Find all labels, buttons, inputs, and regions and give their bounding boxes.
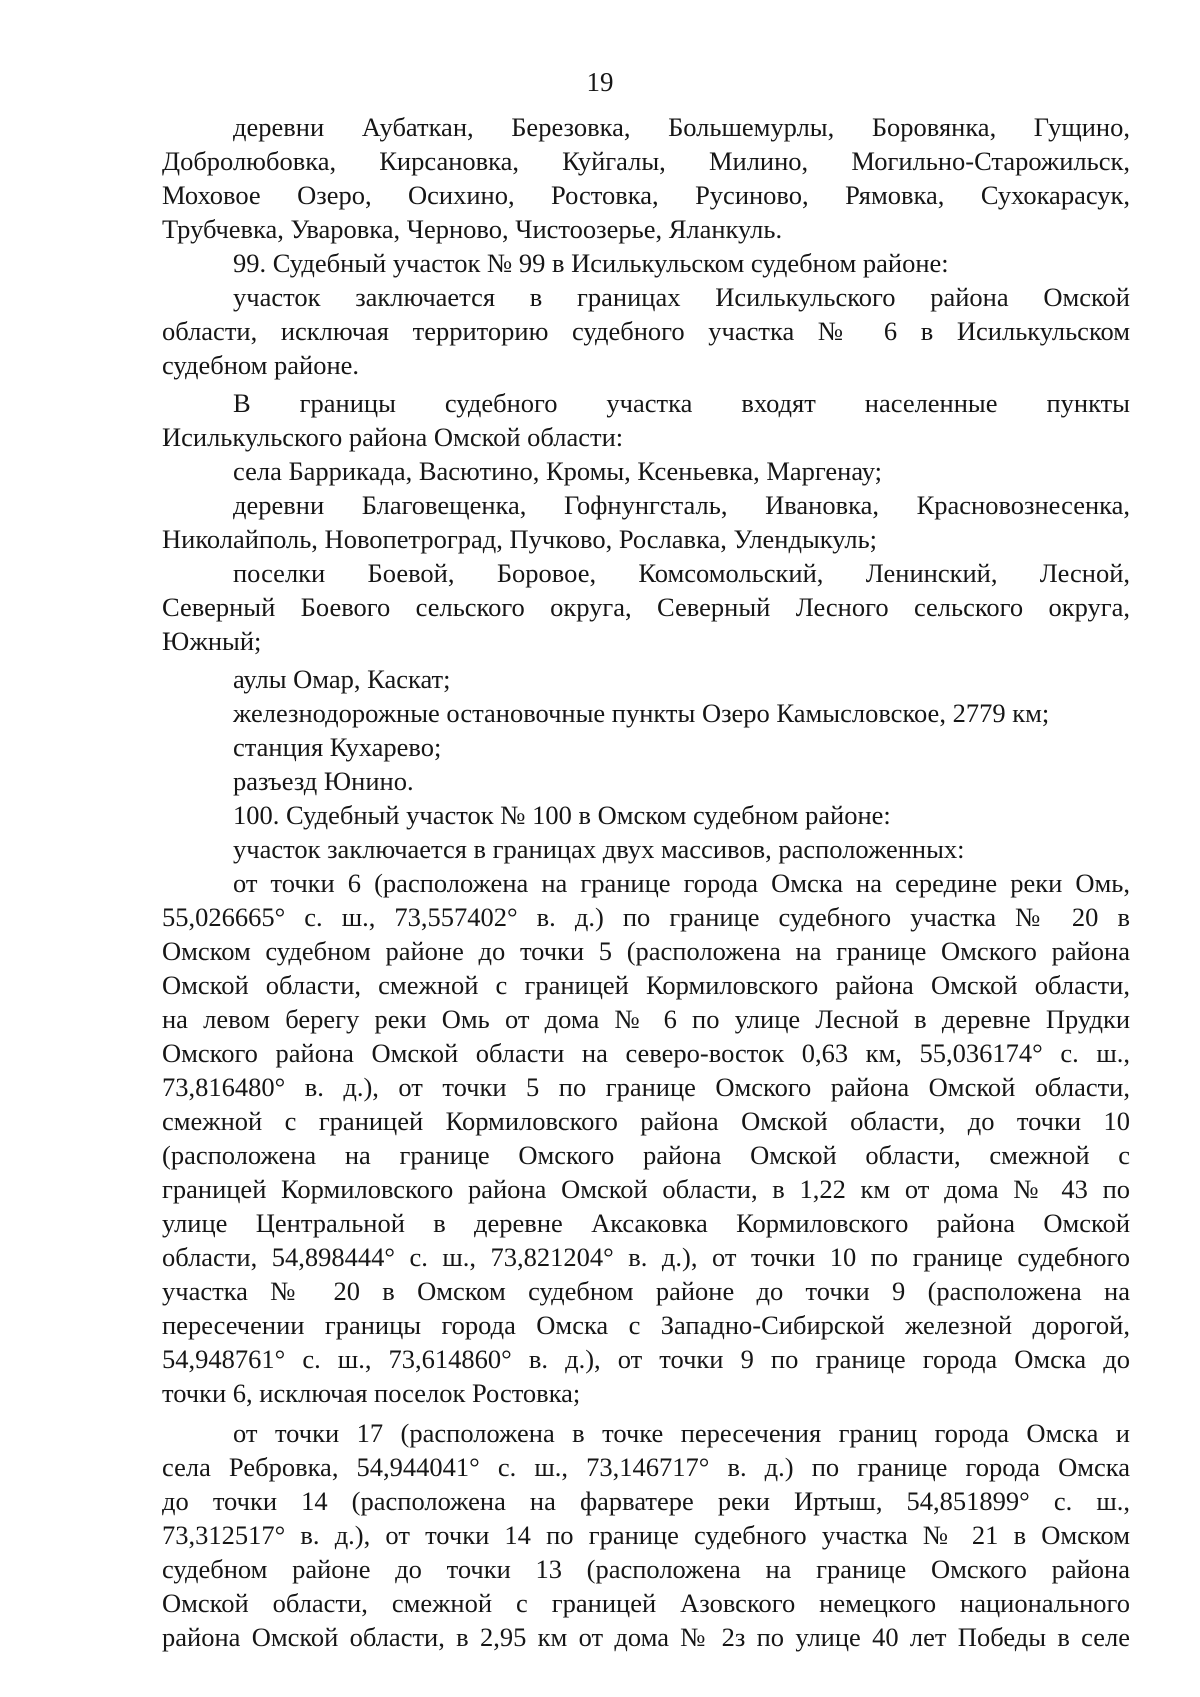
text-line: 55,026665° с. ш., 73,557402° в. д.) по границе судебного участка № 20 в (162, 902, 1130, 932)
text-line: В границы судебного участка входят населенные пункты (233, 388, 1130, 418)
text-line: до точки 14 (расположена на фарватере реки Иртыш, 54,851899° с. ш., (162, 1486, 1130, 1516)
page-number: 19 (586, 67, 614, 97)
text-line: Омском судебном районе до точки 5 (расположена на границе Омского района (162, 936, 1130, 966)
text-line: аулы Омар, Каскат; (233, 664, 451, 694)
text-line: участка № 20 в Омском судебном районе до точки 9 (расположена на (162, 1276, 1130, 1306)
text-line: разъезд Юнино. (233, 766, 414, 796)
text-line: Омского района Омской области на северо-восток 0,63 км, 55,036174° с. ш., (162, 1038, 1130, 1068)
text-line: поселки Боевой, Боровое, Комсомольский, Ленинский, Лесной, (233, 558, 1130, 588)
text-line: 73,312517° в. д.), от точки 14 по границе судебного участка № 21 в Омском (162, 1520, 1130, 1550)
document-body (162, 110, 1130, 1654)
text-line: участок заключается в границах Исилькульского района Омской (233, 282, 1130, 312)
text-line: 73,816480° в. д.), от точки 5 по границе Омского района Омской области, (162, 1072, 1130, 1102)
text-line: Омской области, смежной с границей Азовского немецкого национального (162, 1588, 1130, 1618)
text-line: Трубчевка, Уваровка, Черново, Чистоозерье, Яланкуль. (162, 214, 783, 244)
text-line: Добролюбовка, Кирсановка, Куйгалы, Милино, Могильно-Старожильск, (162, 146, 1130, 176)
section-heading: 100. Судебный участок № 100 в Омском судебном районе: (233, 800, 891, 830)
text-line: смежной с границей Кормиловского района Омской области, до точки 10 (162, 1106, 1130, 1136)
text-line: области, 54,898444° с. ш., 73,821204° в. д.), от точки 10 по границе судебного (162, 1242, 1130, 1272)
text-line: судебном районе. (162, 350, 360, 380)
text-line: села Баррикада, Васютино, Кромы, Ксеньевка, Маргенау; (233, 456, 883, 486)
text-line: участок заключается в границах двух массивов, расположенных: (233, 834, 965, 864)
text-line: станция Кухарево; (233, 732, 442, 762)
text-line: точки 6, исключая поселок Ростовка; (162, 1378, 581, 1408)
text-line: судебном районе до точки 13 (расположена на границе Омского района (162, 1554, 1130, 1584)
text-line: района Омской области, в 2,95 км от дома № 2з по улице 40 лет Победы в селе (162, 1622, 1130, 1652)
text-line: деревни Аубаткан, Березовка, Большемурлы, Боровянка, Гущино, (233, 112, 1130, 142)
text-line: 54,948761° с. ш., 73,614860° в. д.), от точки 9 по границе города Омска до (162, 1344, 1130, 1374)
text-line: пересечении границы города Омска с Западно-Сибирской железной дорогой, (162, 1310, 1130, 1340)
text-line: железнодорожные остановочные пункты Озеро Камысловское, 2779 км; (233, 698, 1050, 728)
text-line: (расположена на границе Омского района Омской области, смежной с (162, 1140, 1130, 1170)
text-line: границей Кормиловского района Омской области, в 1,22 км от дома № 43 по (162, 1174, 1130, 1204)
text-line: области, исключая территорию судебного участка № 6 в Исилькульском (162, 316, 1130, 346)
text-line: от точки 17 (расположена в точке пересечения границ города Омска и (233, 1418, 1130, 1448)
text-line: села Ребровка, 54,944041° с. ш., 73,146717° в. д.) по границе города Омска (162, 1452, 1130, 1482)
text-line: на левом берегу реки Омь от дома № 6 по улице Лесной в деревне Прудки (162, 1004, 1130, 1034)
text-line: Омской области, смежной с границей Кормиловского района Омской области, (162, 970, 1130, 1000)
text-line: от точки 6 (расположена на границе города Омска на середине реки Омь, (233, 868, 1130, 898)
text-line: Северный Боевого сельского округа, Северный Лесного сельского округа, (162, 592, 1130, 622)
text-line: Исилькульского района Омской области: (162, 422, 624, 452)
text-line: Моховое Озеро, Осихино, Ростовка, Русиново, Рямовка, Сухокарасук, (162, 180, 1130, 210)
text-line: деревни Благовещенка, Гофнунгсталь, Ивановка, Красновознесенка, (233, 490, 1130, 520)
text-line: Николайполь, Новопетроград, Пучково, Рославка, Улендыкуль; (162, 524, 878, 554)
text-line: улице Центральной в деревне Аксаковка Кормиловского района Омской (162, 1208, 1130, 1238)
section-heading: 99. Судебный участок № 99 в Исилькульском судебном районе: (233, 248, 949, 278)
text-line: Южный; (162, 626, 262, 656)
